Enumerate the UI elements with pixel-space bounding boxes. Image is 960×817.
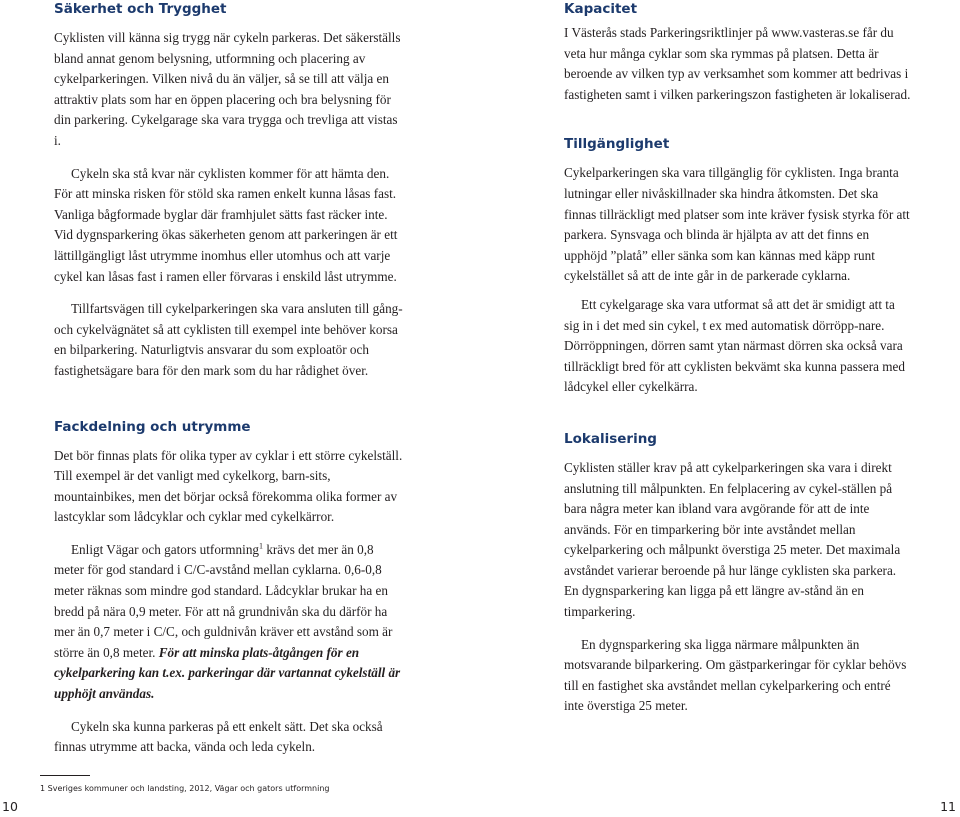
- section-heading-capacity: Kapacitet: [564, 1, 638, 17]
- location-paragraph-1: Cyklisten ställer krav på att cykelparkeringen ska vara i direkt anslutning till målpunkten. En felplacering av cykel-ställen på bara några meter kan ibland vara avgörande för att de inte används. För en timparkering bör inte avståndet mellan cykelparkering och målpunkt överstiga 25 meter. Det maximala avståndet varierar beroende på hur länge cyklisten ska parkera. En dygnsparkering kan ligga på ett längre av-stånd än en timparkering.: [564, 459, 901, 620]
- space-paragraph-3: Cykeln ska kunna parkeras på ett enkelt sätt. Det ska också finnas utrymme att backa, vända och leda cykeln.: [54, 718, 383, 755]
- access-paragraph-1: Cykelparkeringen ska vara tillgänglig för cyklisten. Inga branta lutningar eller nivåskillnader ska hindra åtkomsten. Det ska finnas tillräckligt med platser som inte kräver fysisk styrka för att parkera. Synsvaga och blinda är hjälpta av att det finns en upphöjd ”platå” eller sänka som kan kännas med käpp runt cykelstället så att de inte går in de parkerade cyklarna.: [564, 165, 910, 284]
- access-paragraph-2: Ett cykelgarage ska vara utformat så att det är smidigt att ta sig in i det med sin cykel, t ex med automatisk dörröpp-nare. Dörröppningen, dörren samt ytan närmast dörren ska också vara tillräckligt bred för att cyklisten bekvämt ska kunna passera med lådcykel eller cykelkärra.: [564, 296, 905, 395]
- space-p2-start: Enligt Vägar och gators utformning: [71, 541, 260, 557]
- section-heading-safety: Säkerhet och Trygghet: [54, 1, 227, 17]
- space-p2-mid: krävs det mer än 0,8 meter för god standard i C/C-avstånd mellan cyklarna. 0,6-0,8 meter räknas som mindre god standard. Lådcyklar brukar ha en bredd på nära 0,9 meter. För att nå grundnivån ska du därför ha mer än 0,7 meter i C/C, och guldnivån kräver ett avstånd som är större än 0,8 meter.: [54, 541, 393, 660]
- left-column: [54, 0, 404, 758]
- location-paragraph-2: En dygnsparkering ska ligga närmare målpunkten än motsvarande bilparkering. Om gästparkeringar för cyklar behövs till en fastighet ska avståndet mellan cykelparkering och entré inte överstiga 25 meter.: [564, 636, 907, 714]
- space-paragraph-1: Det bör finnas plats för olika typer av cyklar i ett större cykelställ. Till exempel är det vanligt med cykelkorg, barn-sits, mountainbikes, men det börjar också förekomma olika former av lastcyklar som lådcyklar och cyklar med cykelkärror.: [54, 447, 403, 525]
- footnote-divider: [40, 775, 90, 776]
- footnote-ref: 1: [259, 541, 264, 551]
- safety-paragraph-1: Cyklisten vill känna sig trygg när cykeln parkeras. Det säkerställs bland annat genom belysning, utformning och placering av cykelparkeringen. Vilken nivå du än väljer, så se till att välja en attraktiv plats som har en öppen placering och bra belysning för din parkering. Cykelgarage ska vara trygga och trevliga att vistas i.: [54, 30, 401, 148]
- section-heading-space: Fackdelning och utrymme: [54, 418, 251, 435]
- section-heading-location: Lokalisering: [564, 430, 657, 447]
- page-number-left: 10: [2, 799, 18, 814]
- safety-paragraph-3: Tillfartsvägen till cykelparkeringen ska vara ansluten till gång- och cykelvägnätet så att cyklisten till exempel inte behöver korsa en bilparkering. Naturligtvis ansvarar du som exploatör och fastighetsägare bara för den mark som du har rådighet över.: [54, 301, 403, 378]
- space-paragraph-2: [54, 540, 404, 705]
- page-number-right: 11: [940, 799, 956, 814]
- space-p2-emphasis: För att minska plats-åtgången för en cykelparkering kan t.ex. parkeringar där vartannat cykelställ är upphöjt användas.: [54, 644, 401, 702]
- footnote: 1 Sveriges kommuner och landsting, 2012, Vägar och gators utformning: [40, 784, 330, 793]
- right-column: [564, 0, 912, 717]
- section-heading-access: Tillgänglighet: [564, 136, 670, 153]
- safety-paragraph-2: Cykeln ska stå kvar när cyklisten kommer för att hämta den. För att minska risken för stöld ska ramen enkelt kunna låsas fast. Vanliga bågformade byglar där framhjulet sätts fast räcker inte. Vid dygnsparkering ökas säkerheten genom att parkeringen är ett lättillgängligt låst utrymme inomhus eller utomhus och att varje cykel kan låsas fast i ramen eller förvaras i enskild låst utrymme.: [54, 165, 398, 284]
- capacity-paragraph-1: I Västerås stads Parkeringsriktlinjer på www.vasteras.se får du veta hur många cyklar som ska rymmas på platsen. Detta är beroende av vilken typ av verksamhet som kommer att bedrivas i fastigheten samt i vilken parkeringszon fastigheten är lokaliserad.: [564, 25, 911, 102]
